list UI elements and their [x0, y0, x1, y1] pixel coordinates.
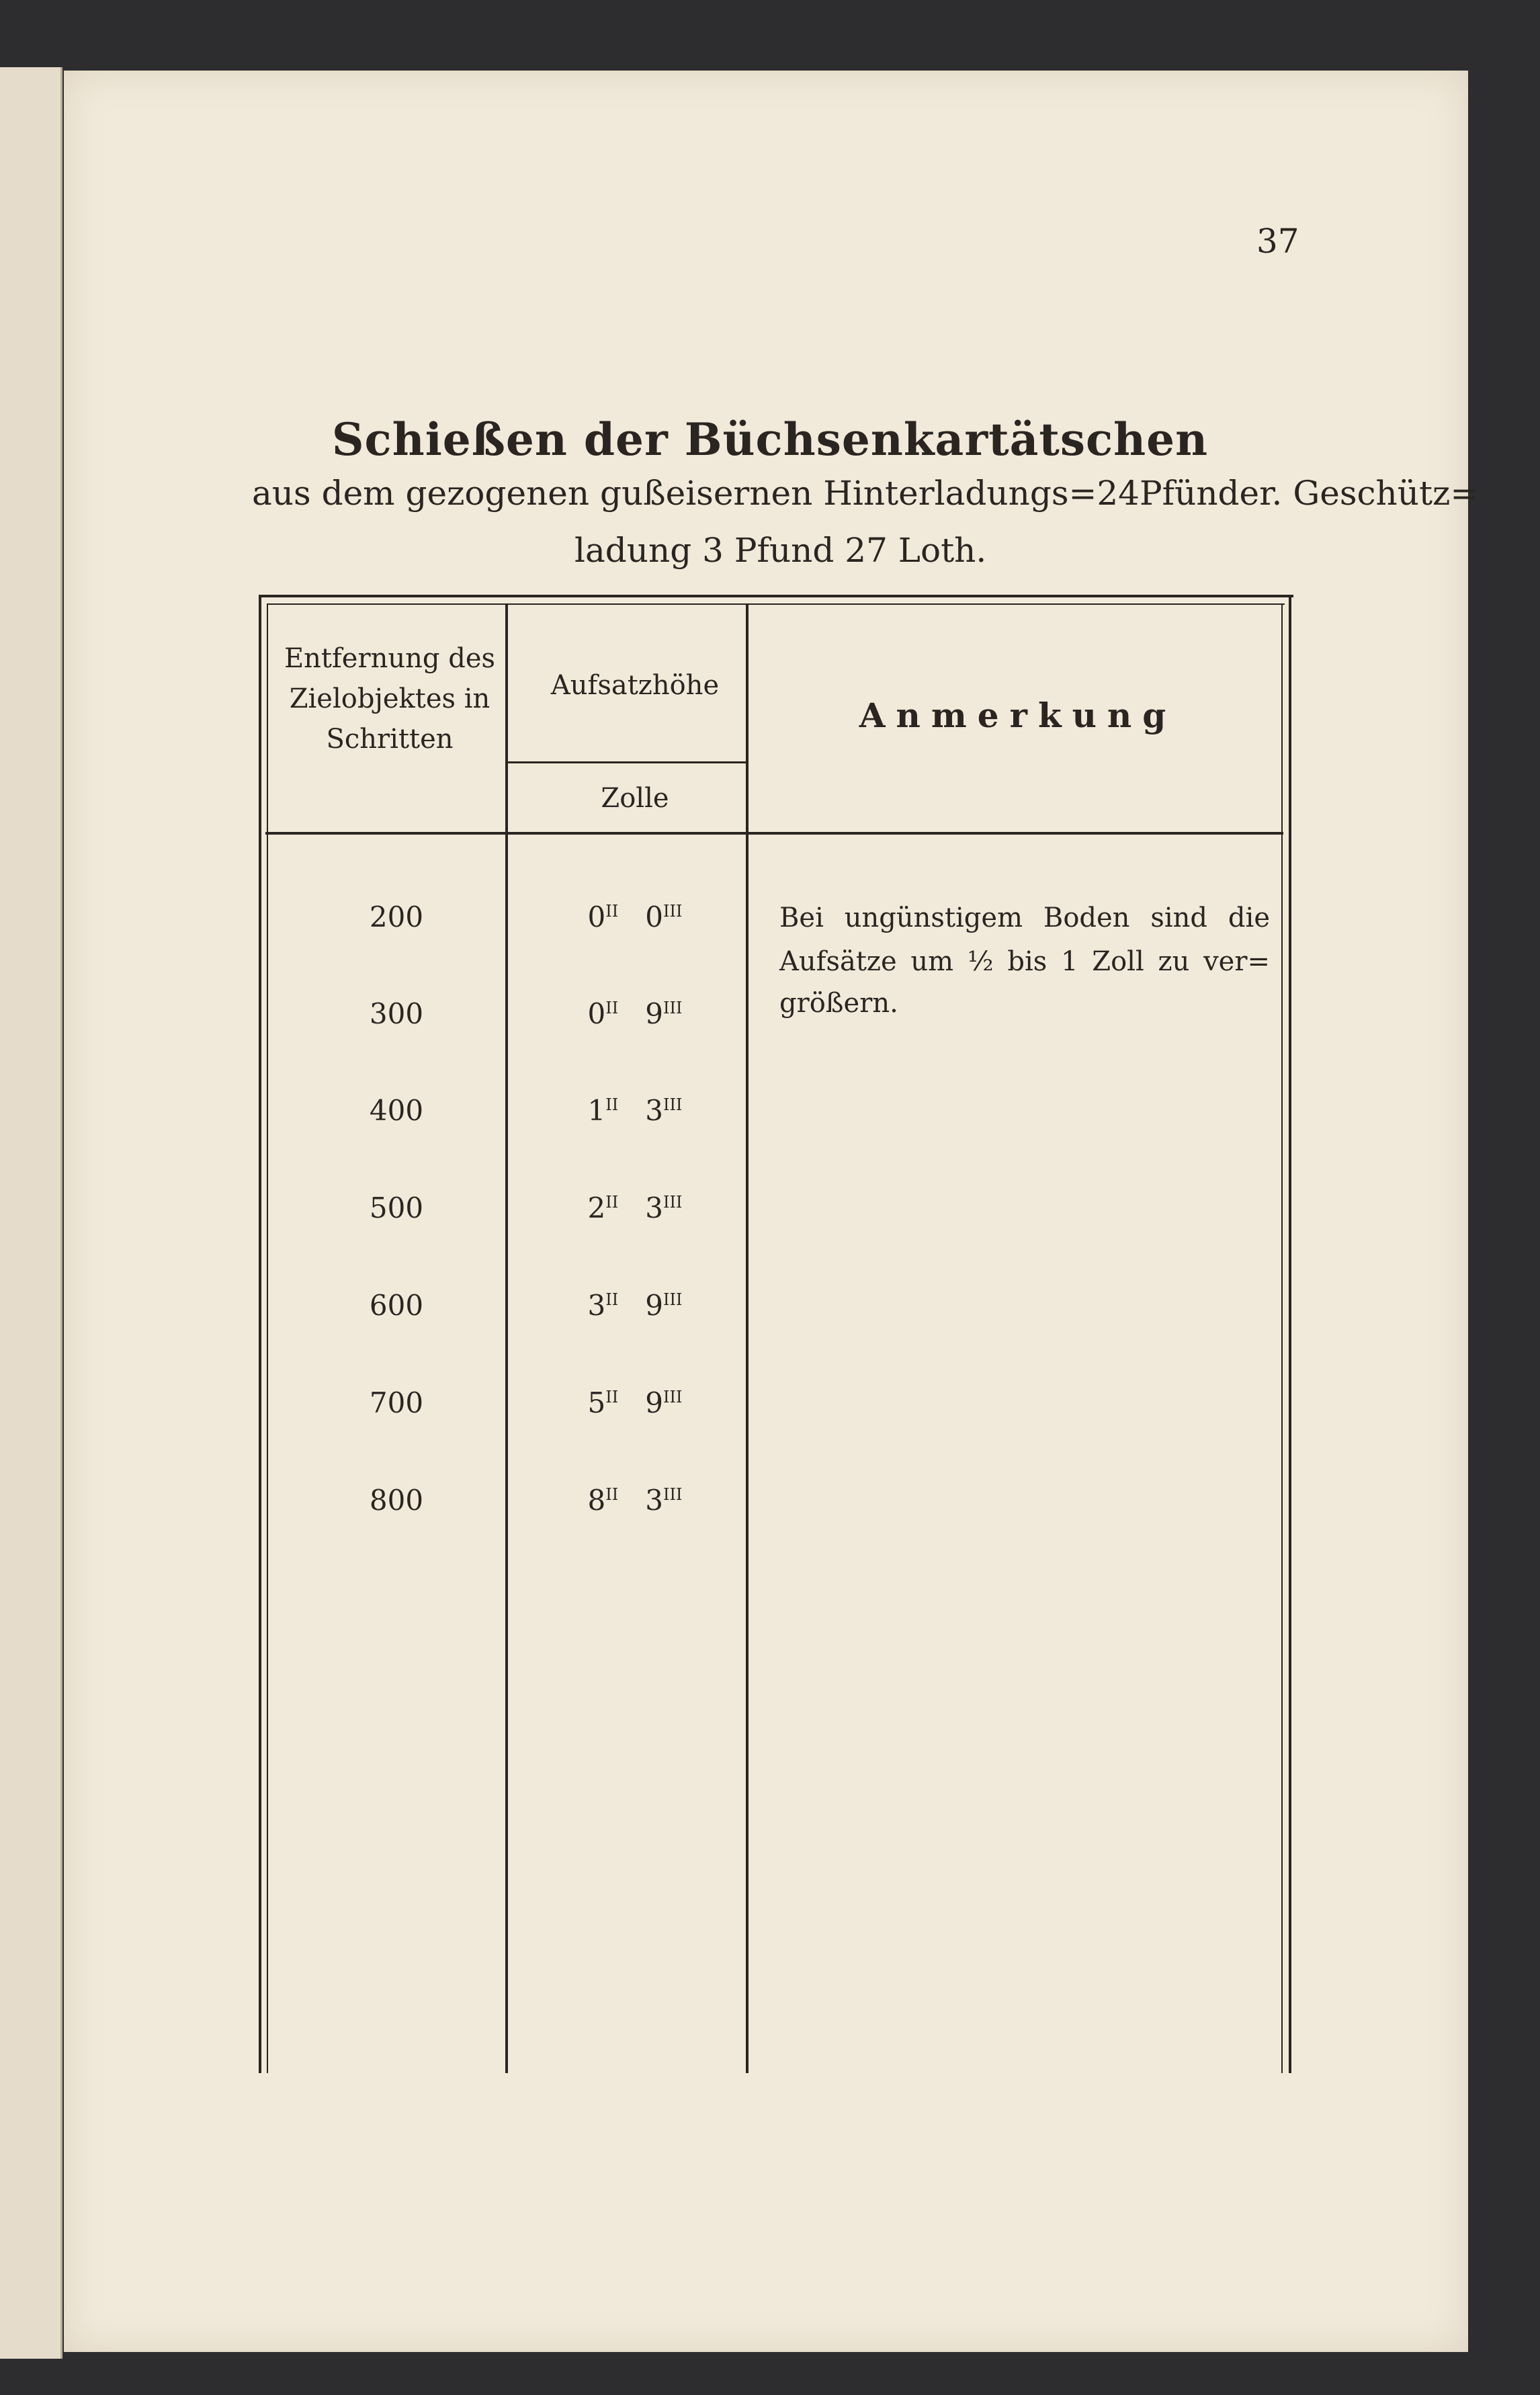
header-anmerkung: Anmerkung	[859, 696, 1177, 735]
subtitle-line-2: ladung 3 Pfund 27 Loth.	[574, 531, 987, 570]
page-title: Schießen der Büchsenkartätschen	[331, 413, 1209, 466]
header-zolle: Zolle	[601, 783, 669, 814]
facing-page-edge	[0, 67, 62, 2359]
note-line: größern.	[779, 988, 898, 1019]
aufsatz-cell: $0^{II}$ $0^{III}$	[587, 900, 683, 933]
aufsatz-cell: $3^{II}$ $9^{III}$	[587, 1289, 683, 1322]
note-line: Bei ungünstigem Boden sind die	[779, 902, 1270, 933]
subtitle-line-1: aus dem gezogenen gußeisernen Hinterladungs=24Pfünder. Geschütz=	[252, 474, 1479, 513]
aufsatz-cell: $1^{II}$ $3^{III}$	[587, 1094, 683, 1127]
distance-cell: 500	[369, 1191, 424, 1224]
distance-cell: 800	[369, 1484, 424, 1517]
aufsatz-cell: $2^{II}$ $3^{III}$	[587, 1191, 683, 1224]
distance-cell: 600	[369, 1289, 424, 1322]
header-aufsatzhoehe: Aufsatzhöhe	[550, 670, 720, 701]
note-line: Aufsätze um ½ bis 1 Zoll zu ver=	[779, 946, 1270, 977]
aufsatz-cell: $5^{II}$ $9^{III}$	[587, 1386, 683, 1419]
aufsatz-cell: $0^{II}$ $9^{III}$	[587, 997, 683, 1030]
page-number: 37	[1256, 222, 1299, 261]
distance-cell: 700	[369, 1386, 424, 1419]
aufsatz-cell: $8^{II}$ $3^{III}$	[587, 1484, 683, 1517]
distance-cell: 400	[369, 1094, 424, 1127]
distance-cell: 300	[369, 997, 424, 1030]
header-entfernung: Entfernung des Zielobjektes in Schritten	[284, 643, 496, 755]
distance-cell: 200	[369, 900, 424, 933]
